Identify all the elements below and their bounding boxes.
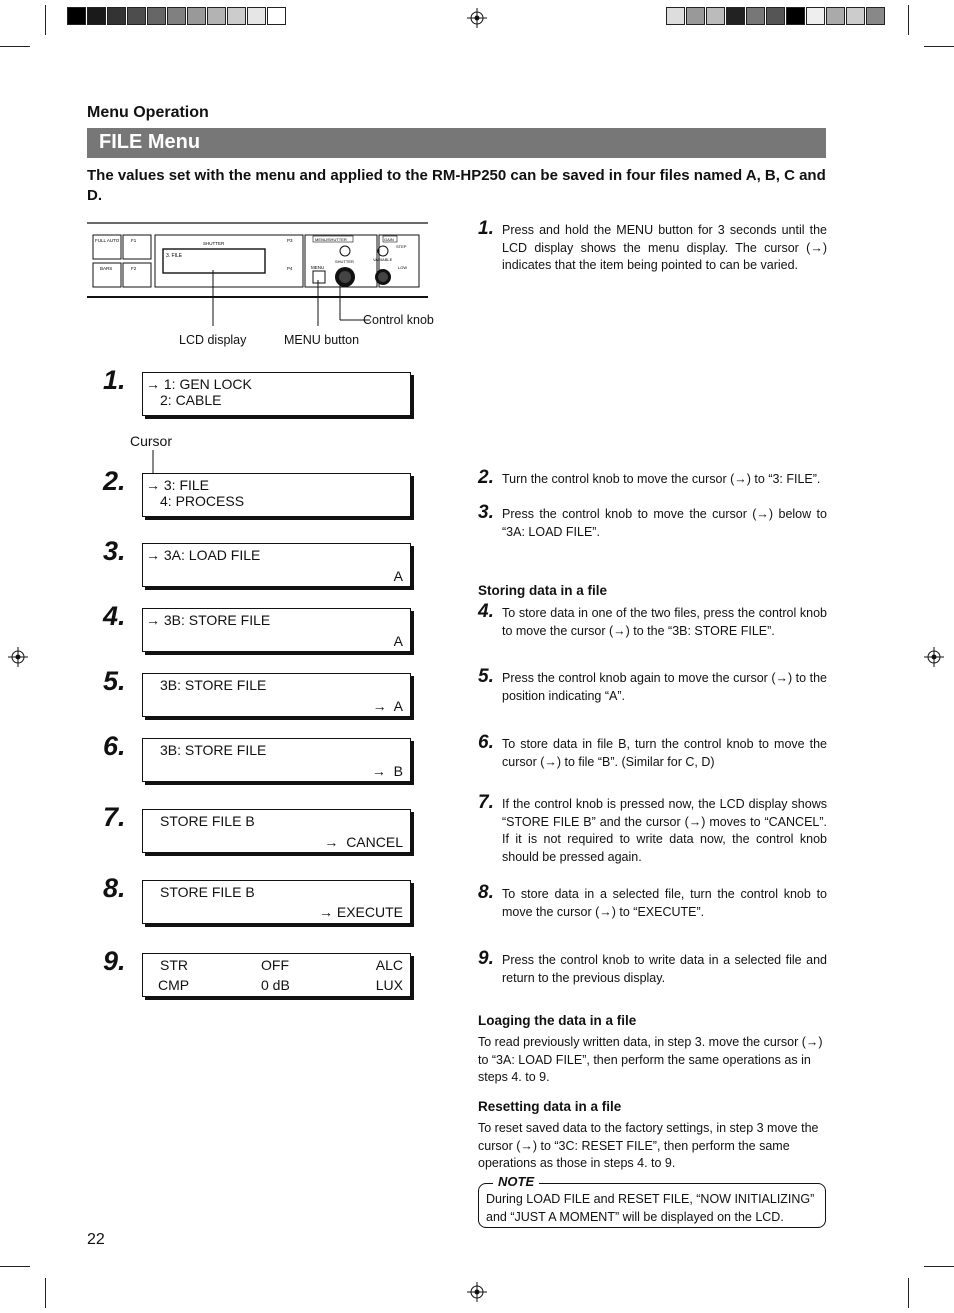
cursor-label: Cursor — [130, 433, 173, 449]
registration-mark-icon — [467, 1282, 487, 1302]
lcd-right-value: → B — [371, 763, 403, 779]
display-number: 3. — [103, 536, 126, 566]
step-number: 6. — [478, 732, 494, 753]
step-number: 4. — [478, 601, 494, 622]
loading-paragraph: To read previously written data, in step 3. move the cursor (→) to “3A: LOAD FILE”, then perform the same operations as in steps 4. to 9. — [478, 1035, 823, 1084]
lcd-line-1: STORE FILE B — [160, 813, 255, 829]
display-number: 5. — [103, 666, 126, 696]
lcd-right-value: A — [393, 633, 403, 649]
lcd-display — [142, 543, 411, 587]
svg-text:MENU/SHUTTER: MENU/SHUTTER — [315, 237, 347, 242]
note-text: During LOAD FILE and RESET FILE, “NOW INITIALIZING” and “JUST A MOMENT” will be displayed on the LCD. — [486, 1192, 815, 1224]
svg-text:P3: P3 — [287, 238, 293, 243]
step-text: Press and hold the MENU button for 3 seconds until the LCD display shows the menu display. The cursor (→) indicates that the item being pointed to can be varied. — [502, 223, 827, 272]
subheading: Resetting data in a file — [478, 1099, 622, 1114]
registration-mark-icon — [8, 647, 28, 667]
step-text: If the control knob is pressed now, the LCD display shows “STORE FILE B” and the cursor (→) moves to “CANCEL”. If it is not required to write data now, the control knob should be pressed again. — [502, 797, 827, 864]
svg-text:F2: F2 — [131, 266, 137, 271]
lcd-display-label: LCD display — [179, 333, 247, 347]
step-text: To store data in file B, turn the control knob to move the cursor (→) to file “B”. (Similar for C, D) — [502, 737, 827, 769]
lcd-cell: STR — [160, 957, 188, 973]
svg-text:VARIABLE: VARIABLE — [373, 257, 393, 262]
lcd-right-value: → CANCEL — [324, 834, 403, 850]
svg-text:MENU: MENU — [311, 265, 325, 270]
step-number: 9. — [478, 948, 494, 969]
svg-text:LOW: LOW — [398, 265, 408, 270]
lcd-display — [142, 372, 411, 416]
lcd-display — [142, 473, 411, 517]
step-number: 1. — [478, 218, 494, 239]
lcd-line-1: → 3: FILE — [146, 477, 210, 493]
svg-text:P4: P4 — [287, 266, 293, 271]
lcd-line-2: 2: CABLE — [160, 392, 222, 408]
step-number: 3. — [478, 502, 494, 523]
lcd-cell: CMP — [158, 977, 190, 993]
lcd-cell: LUX — [375, 977, 403, 993]
display-number: 2. — [103, 466, 126, 496]
lcd-cell: 0 dB — [261, 977, 290, 993]
display-number: 4. — [103, 601, 126, 631]
subheading: Loaging the data in a file — [478, 1013, 637, 1028]
step-text: Press the control knob to write data in a selected file and return to the previous display. — [502, 953, 827, 985]
lcd-right-value: → A — [372, 698, 403, 714]
display-number: 7. — [103, 802, 126, 832]
lcd-right-value: A — [393, 568, 403, 584]
page-title: FILE Menu — [99, 131, 201, 153]
subheading: Storing data in a file — [478, 583, 608, 598]
step-text: Press the control knob to move the cursor (→) below to “3A: LOAD FILE”. — [502, 507, 827, 539]
lcd-line-1: → 1: GEN LOCK — [146, 376, 252, 392]
display-number: 6. — [103, 731, 126, 761]
step-number: 7. — [478, 792, 494, 813]
svg-text:STEP: STEP — [396, 244, 407, 249]
svg-text:F1: F1 — [131, 238, 137, 243]
title-bar — [87, 128, 826, 158]
section-kicker: Menu Operation — [87, 104, 209, 121]
note-label: NOTE — [493, 1174, 539, 1189]
lcd-right-value: → EXECUTE — [318, 904, 403, 920]
lcd-display — [142, 880, 411, 924]
page-number: 22 — [87, 1231, 105, 1248]
lcd-display — [142, 608, 411, 652]
registration-mark-icon — [467, 8, 487, 28]
lcd-line-1: 3B: STORE FILE — [160, 677, 267, 693]
display-number: 1. — [103, 365, 126, 395]
lcd-cell: OFF — [261, 957, 289, 973]
svg-text:SHUTTER: SHUTTER — [335, 259, 354, 264]
registration-mark-icon — [924, 647, 944, 667]
lcd-line-2: 4: PROCESS — [160, 493, 245, 509]
lcd-display — [142, 809, 411, 853]
display-number: 8. — [103, 873, 126, 903]
lcd-line-1: 3B: STORE FILE — [160, 742, 267, 758]
svg-text:SHUTTER: SHUTTER — [203, 241, 225, 246]
lcd-display-status — [142, 953, 411, 997]
lcd-line-1: STORE FILE B — [160, 884, 255, 900]
step-number: 2. — [478, 467, 494, 488]
step-text: Turn the control knob to move the cursor (→) to “3: FILE”. — [502, 472, 821, 486]
step-text: To store data in one of the two files, press the control knob to move the cursor (→) to the “3B: STORE FILE”. — [502, 606, 827, 638]
resetting-paragraph: To reset saved data to the factory settings, in step 3 move the cursor (→) to “3C: RESET FILE”, then perform the same operations as those in steps 4. to 9. — [478, 1121, 819, 1170]
lcd-display — [142, 738, 411, 782]
step-text: Press the control knob again to move the cursor (→) to the position indicating “A”. — [502, 671, 827, 703]
step-number: 8. — [478, 882, 494, 903]
display-number: 9. — [103, 946, 126, 976]
lcd-line-1: → 3A: LOAD FILE — [146, 547, 261, 563]
lcd-line-1: → 3B: STORE FILE — [146, 612, 271, 628]
lcd-display — [142, 673, 411, 717]
svg-text:BARS: BARS — [100, 266, 113, 271]
step-number: 5. — [478, 666, 494, 687]
svg-text:3. FILE: 3. FILE — [166, 253, 183, 259]
menu-button-label: MENU button — [284, 333, 360, 347]
full-auto-label: FULL AUTO — [95, 238, 120, 243]
control-knob-label: Control knob — [363, 313, 434, 327]
intro-text: The values set with the menu and applied to the RM-HP250 can be saved in four files named A, B, C and D. — [87, 167, 826, 204]
callout-lines — [200, 270, 370, 330]
svg-text:GAIN: GAIN — [384, 237, 394, 242]
step-text: To store data in a selected file, turn the control knob to move the cursor (→) to “EXECUTE”. — [502, 887, 827, 919]
lcd-cell: ALC — [375, 957, 403, 973]
